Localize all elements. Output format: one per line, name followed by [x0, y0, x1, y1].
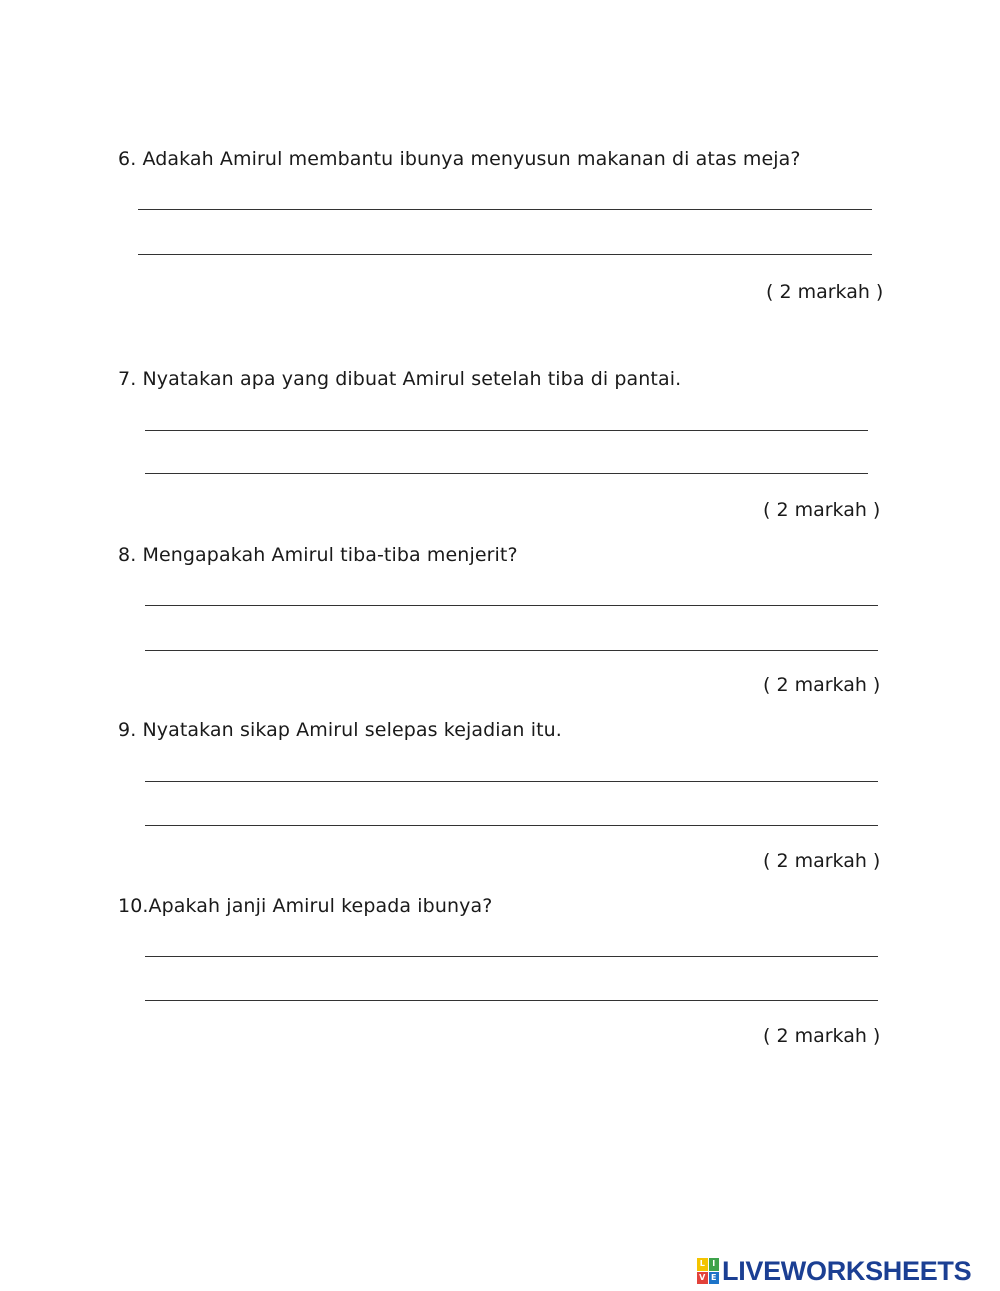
question-6-text: 6. Adakah Amirul membantu ibunya menyusun makanan di atas meja? — [118, 148, 801, 170]
answer-line-9a[interactable] — [145, 781, 878, 782]
answer-line-8a[interactable] — [145, 605, 878, 606]
liveworksheets-blocks-icon: L I V E — [697, 1258, 719, 1284]
question-6-marks: ( 2 markah ) — [766, 281, 884, 303]
answer-line-6a[interactable] — [138, 209, 872, 210]
question-7-text: 7. Nyatakan apa yang dibuat Amirul setelah tiba di pantai. — [118, 368, 682, 390]
question-10-marks: ( 2 markah ) — [763, 1025, 881, 1047]
question-8-marks: ( 2 markah ) — [763, 674, 881, 696]
answer-line-6b[interactable] — [138, 254, 872, 255]
answer-line-10b[interactable] — [145, 1000, 878, 1001]
answer-line-8b[interactable] — [145, 650, 878, 651]
question-9-text: 9. Nyatakan sikap Amirul selepas kejadian itu. — [118, 719, 562, 741]
answer-line-10a[interactable] — [145, 956, 878, 957]
question-10-text: 10.Apakah janji Amirul kepada ibunya? — [118, 895, 493, 917]
question-7-marks: ( 2 markah ) — [763, 499, 881, 521]
answer-line-9b[interactable] — [145, 825, 878, 826]
logo-text: LIVEWORKSHEETS — [722, 1255, 972, 1286]
question-8-text: 8. Mengapakah Amirul tiba-tiba menjerit? — [118, 544, 518, 566]
question-9-marks: ( 2 markah ) — [763, 850, 881, 872]
answer-line-7b[interactable] — [145, 473, 868, 474]
answer-line-7a[interactable] — [145, 430, 868, 431]
liveworksheets-logo[interactable] — [697, 1257, 971, 1285]
